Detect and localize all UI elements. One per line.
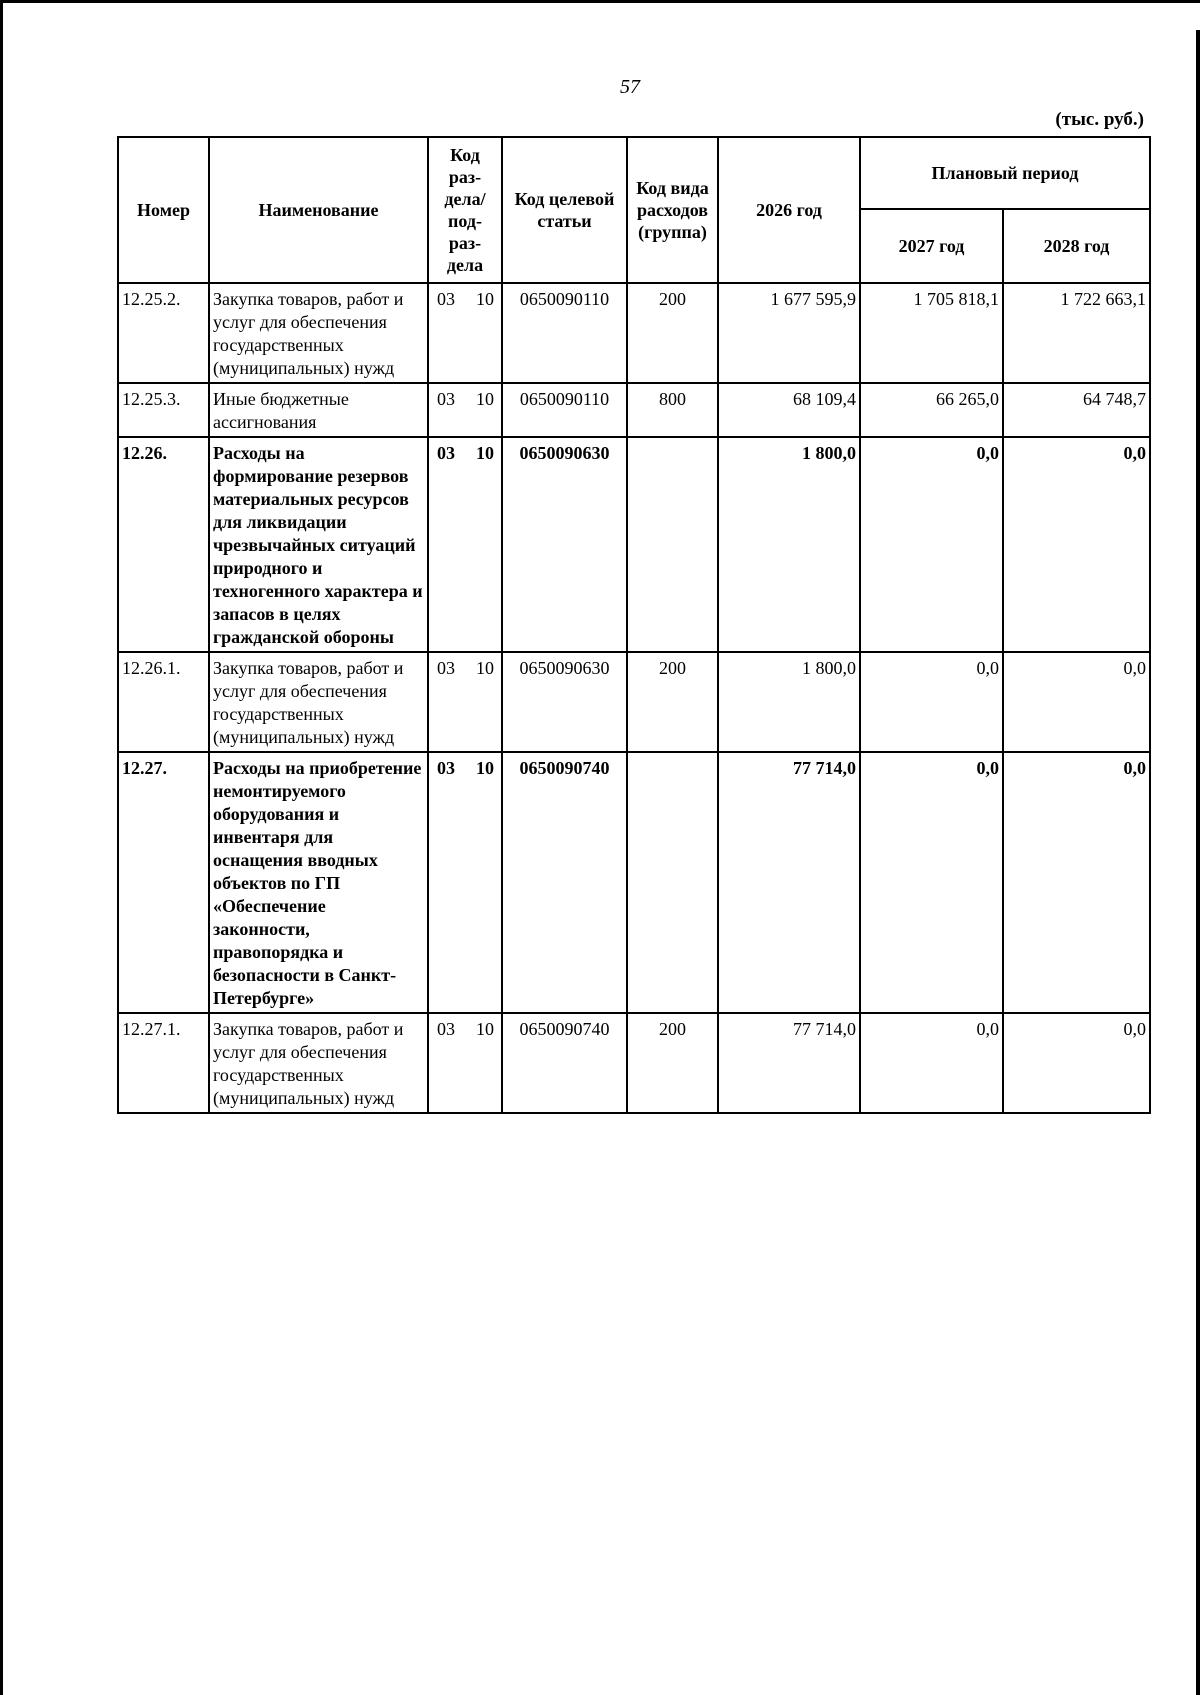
- row-section-code: [428, 283, 502, 383]
- row-expense-type: [627, 437, 718, 652]
- row-amount-2028: 64 748,7: [1003, 383, 1150, 437]
- section-code: 03: [437, 658, 455, 678]
- row-amount-2028: 0,0: [1003, 652, 1150, 752]
- table-row: [118, 652, 1150, 752]
- subsection-code: 10: [476, 443, 494, 463]
- row-section-code: [428, 437, 502, 652]
- row-amount-2026: 77 714,0: [718, 1013, 860, 1113]
- budget-table: [117, 136, 1151, 1114]
- section-code-pair: [432, 288, 498, 311]
- row-section-code: [428, 752, 502, 1013]
- row-target-code: 0650090630: [502, 437, 627, 652]
- row-target-code: 0650090740: [502, 1013, 627, 1113]
- row-amount-2027: 1 705 818,1: [860, 283, 1003, 383]
- row-target-code: 0650090110: [502, 383, 627, 437]
- section-code-pair: [432, 388, 498, 411]
- row-amount-2027: 0,0: [860, 437, 1003, 652]
- subsection-code: 10: [476, 289, 494, 309]
- section-code-pair: [432, 442, 498, 465]
- row-number: 12.25.2.: [118, 283, 209, 383]
- row-amount-2026: 77 714,0: [718, 752, 860, 1013]
- row-target-code: 0650090630: [502, 652, 627, 752]
- section-code-pair: [432, 657, 498, 680]
- section-code: 03: [437, 289, 455, 309]
- header-target-code: Код целевой статьи: [502, 137, 627, 283]
- row-name: Расходы на приобретение немонтируемого оборудования и инвентаря для оснащения вводных объектов по ГП «Обеспечение законности, правопорядка и безопасности в Санкт-Петербурге»: [209, 752, 428, 1013]
- section-code: 03: [437, 758, 455, 778]
- row-amount-2028: 1 722 663,1: [1003, 283, 1150, 383]
- row-amount-2028: 0,0: [1003, 437, 1150, 652]
- subsection-code: 10: [476, 1019, 494, 1039]
- row-amount-2026: 1 677 595,9: [718, 283, 860, 383]
- scan-edge-top: [0, 0, 1200, 3]
- scan-edge-right: [1196, 30, 1200, 1695]
- header-year-2027: 2027 год: [860, 209, 1003, 283]
- row-section-code: [428, 652, 502, 752]
- row-amount-2027: 0,0: [860, 652, 1003, 752]
- row-amount-2026: 1 800,0: [718, 437, 860, 652]
- row-number: 12.27.1.: [118, 1013, 209, 1113]
- table-row: [118, 752, 1150, 1013]
- row-amount-2027: 0,0: [860, 1013, 1003, 1113]
- header-section-code: Код раз-дела/ под-раз-дела: [428, 137, 502, 283]
- subsection-code: 10: [476, 758, 494, 778]
- row-target-code: 0650090740: [502, 752, 627, 1013]
- table-row: [118, 283, 1150, 383]
- table-row: [118, 383, 1150, 437]
- row-expense-type: 200: [627, 1013, 718, 1113]
- row-name: Закупка товаров, работ и услуг для обеспечения государственных (муниципальных) нужд: [209, 652, 428, 752]
- row-section-code: [428, 1013, 502, 1113]
- row-expense-type: 800: [627, 383, 718, 437]
- row-number: 12.26.: [118, 437, 209, 652]
- header-number: Номер: [118, 137, 209, 283]
- section-code-pair: [432, 1018, 498, 1041]
- subsection-code: 10: [476, 389, 494, 409]
- scan-edge-left: [0, 0, 3, 1695]
- row-name: Иные бюджетные ассигнования: [209, 383, 428, 437]
- header-year-2026: 2026 год: [718, 137, 860, 283]
- row-number: 12.26.1.: [118, 652, 209, 752]
- header-name: Наименование: [209, 137, 428, 283]
- row-number: 12.27.: [118, 752, 209, 1013]
- row-amount-2027: 66 265,0: [860, 383, 1003, 437]
- section-code: 03: [437, 1019, 455, 1039]
- table-row: [118, 437, 1150, 652]
- row-amount-2028: 0,0: [1003, 752, 1150, 1013]
- row-name: Расходы на формирование резервов материальных ресурсов для ликвидации чрезвычайных ситуаций природного и техногенного характера и запасов в целях гражданской обороны: [209, 437, 428, 652]
- subsection-code: 10: [476, 658, 494, 678]
- row-name: Закупка товаров, работ и услуг для обеспечения государственных (муниципальных) нужд: [209, 1013, 428, 1113]
- header-expense-type: Код вида расходов (группа): [627, 137, 718, 283]
- row-amount-2027: 0,0: [860, 752, 1003, 1013]
- row-expense-type: [627, 752, 718, 1013]
- page-number: 57: [620, 76, 640, 98]
- row-target-code: 0650090110: [502, 283, 627, 383]
- row-number: 12.25.3.: [118, 383, 209, 437]
- table-row: [118, 1013, 1150, 1113]
- section-code: 03: [437, 443, 455, 463]
- header-year-2028: 2028 год: [1003, 209, 1150, 283]
- header-planned-period: Плановый период: [860, 137, 1150, 209]
- row-expense-type: 200: [627, 652, 718, 752]
- row-expense-type: 200: [627, 283, 718, 383]
- units-label: (тыс. руб.): [1055, 109, 1144, 130]
- row-amount-2028: 0,0: [1003, 1013, 1150, 1113]
- row-amount-2026: 1 800,0: [718, 652, 860, 752]
- row-amount-2026: 68 109,4: [718, 383, 860, 437]
- row-name: Закупка товаров, работ и услуг для обеспечения государственных (муниципальных) нужд: [209, 283, 428, 383]
- section-code-pair: [432, 757, 498, 780]
- table-body: [118, 283, 1150, 1113]
- section-code: 03: [437, 389, 455, 409]
- row-section-code: [428, 383, 502, 437]
